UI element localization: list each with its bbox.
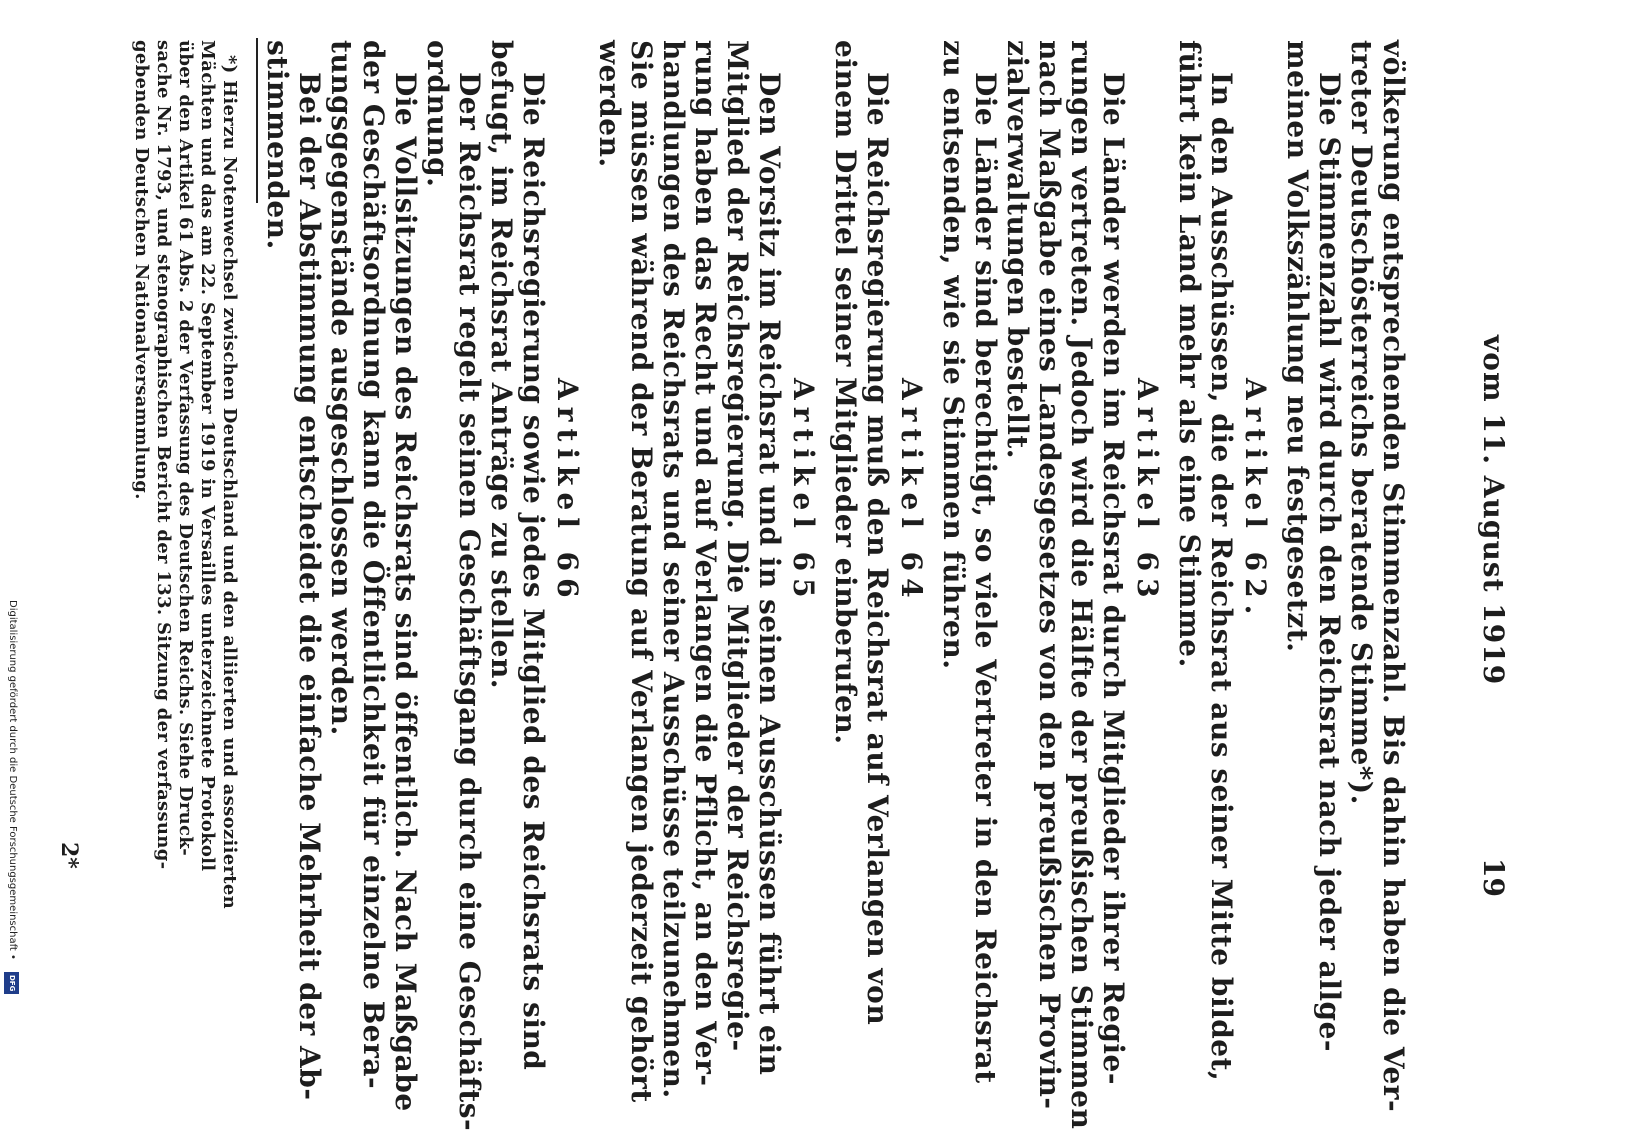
body-line: Den Vorsitz im Reichsrat und in seinen Ausschüssen führt ein bbox=[753, 72, 786, 1076]
body-line: Die Reichsregierung muß den Reichsrat auf Verlangen von bbox=[861, 72, 894, 1026]
body-line: zialverwaltungen bestellt. bbox=[1001, 40, 1034, 460]
running-title: vom 11. August 1919 bbox=[1477, 335, 1510, 686]
body-line: führt kein Land mehr als eine Stimme. bbox=[1173, 40, 1206, 668]
body-line: rung haben das Recht und auf Verlangen die Pflicht, an den Ver- bbox=[689, 40, 722, 1087]
body-line: Bei der Abstimmung entscheidet die einfache Mehrheit der Ab- bbox=[293, 72, 326, 1101]
article-heading: Artikel 62. bbox=[1239, 378, 1272, 622]
body-line: Mitglied der Reichsregierung. Die Mitglieder der Reichsregie- bbox=[721, 40, 754, 1052]
body-line: stimmenden. bbox=[261, 40, 294, 250]
body-line: völkerung entsprechenden Stimmenzahl. Bis dahin haben die Ver- bbox=[1377, 40, 1410, 1113]
footnote-line: sache Nr. 1793, und stenographischen Bericht der 133. Sitzung der verfassung- bbox=[153, 40, 174, 870]
body-line: ordnung. bbox=[421, 40, 454, 188]
body-line: handlungen des Reichsrats und seiner Ausschüsse teilzunehmen. bbox=[657, 40, 690, 1099]
footnote-line: *) Hierzu Notenwechsel zwischen Deutschland und den alliierten und assoziierten bbox=[219, 55, 240, 910]
article-heading: Artikel 65 bbox=[787, 378, 820, 605]
footnote-line: über den Artikel 61 Abs. 2 der Verfassung des Deutschen Reichs. Siehe Druck- bbox=[175, 40, 196, 857]
body-line: Die Reichsregierung sowie jedes Mitglied des Reichsrats sind bbox=[517, 72, 550, 1071]
page-number: 19 bbox=[1477, 858, 1510, 897]
body-line: Die Vollsitzungen des Reichsrats sind öffentlich. Nach Maßgabe bbox=[389, 72, 422, 1112]
body-line: einem Drittel seiner Mitglieder einberufen. bbox=[829, 40, 862, 745]
body-line: Die Länder werden im Reichsrat durch Mitglieder ihrer Regie- bbox=[1097, 72, 1130, 1085]
body-line: der Geschäftsordnung kann die Öffentlichkeit für einzelne Bera- bbox=[357, 40, 390, 1090]
body-line: werden. bbox=[593, 40, 626, 168]
footnote-line: Mächten und das am 22. September 1919 in Versailles unterzeichnete Protokoll bbox=[197, 40, 218, 872]
body-line: Der Reichsrat regelt seinen Geschäftsgang durch eine Geschäfts- bbox=[453, 72, 486, 1131]
body-line: In den Ausschüssen, die der Reichsrat aus seiner Mitte bildet, bbox=[1205, 72, 1238, 1082]
body-line: zu entsenden, wie sie Stimmen führen. bbox=[937, 40, 970, 670]
body-line: Die Länder sind berechtigt, so viele Vertreter in den Reichsrat bbox=[969, 72, 1002, 1084]
body-line: meinen Volkszählung neu festgesetzt. bbox=[1281, 40, 1314, 653]
article-heading: Artikel 66 bbox=[551, 378, 584, 605]
article-heading: Artikel 64 bbox=[895, 378, 928, 605]
signature-mark: 2* bbox=[56, 842, 82, 869]
footnote-rule bbox=[256, 38, 258, 203]
body-line: treter Deutschösterreichs beratende Stimme*). bbox=[1345, 40, 1378, 805]
dfg-logo: DFG bbox=[4, 972, 19, 994]
body-line: Sie müssen während der Beratung auf Verlangen jederzeit gehört bbox=[625, 40, 658, 1103]
body-line: rungen vertreten. Jedoch wird die Hälfte der preußischen Stimmen bbox=[1065, 40, 1098, 1130]
body-line: nach Maßgabe eines Landesgesetzes von den preußischen Provin- bbox=[1033, 40, 1066, 1110]
digitization-note: Digitalisierung gefördert durch die Deutsche Forschungsgemeinschaft • bbox=[7, 600, 18, 960]
body-line: Die Stimmenzahl wird durch den Reichsrat nach jeder allge- bbox=[1313, 72, 1346, 1053]
body-line: befugt, im Reichsrat Anträge zu stellen. bbox=[485, 40, 518, 690]
footnote-line: gebenden Deutschen Nationalversammlung. bbox=[131, 40, 152, 500]
body-line: tungsgegenstände ausgeschlossen werden. bbox=[325, 40, 358, 736]
article-heading: Artikel 63 bbox=[1131, 378, 1164, 605]
